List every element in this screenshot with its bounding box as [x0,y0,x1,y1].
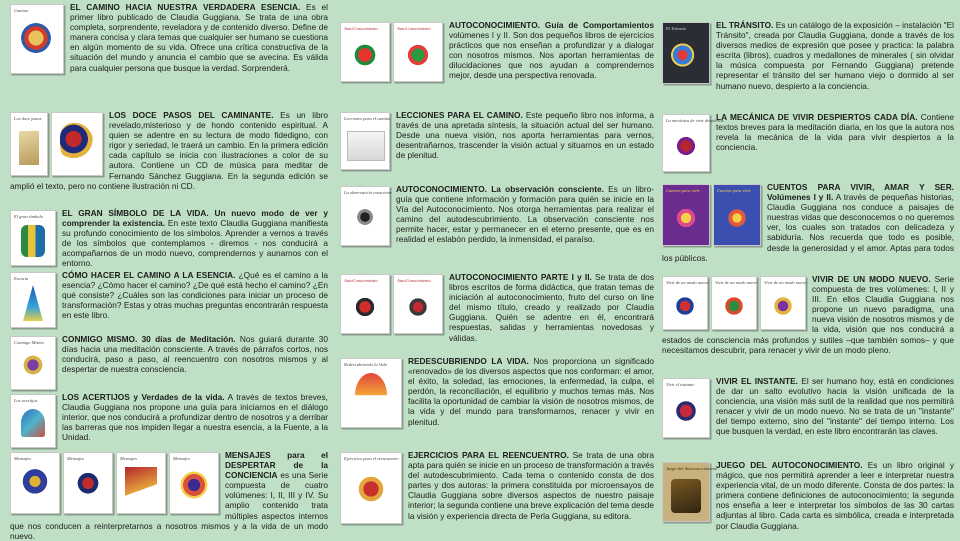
cover-title: La mecánica de vivir despiertos [666,118,724,123]
cover-group [340,358,402,428]
cover-art [21,351,45,379]
book-title: VIVIR EL INSTANTE. [716,376,798,386]
book-title: LA MECÁNICA DE VIVIR DESPIERTOS CADA DÍA. [716,112,918,122]
cover-art [769,291,797,321]
book-cover-partes-2[interactable] [393,274,443,334]
book-title: EL CAMINO HACIA NUESTRA VERDADERA ESENCIA. [70,2,301,12]
cover-art [349,291,381,323]
book-entry-ejercicios [340,450,654,538]
cover-title: AutoConocimiento [344,278,378,283]
cover-title: Vivir de un modo nuevo [715,280,758,285]
book-cover-ejercicios[interactable] [340,452,402,524]
cover-title: Ejercicios para el reencuentro [344,456,399,461]
book-entry-redescubriendo [340,356,654,440]
cover-group [662,462,718,522]
cover-title: El Tránsito [666,26,687,31]
cover-art [60,123,94,163]
book-cover-simbolo[interactable] [10,210,56,266]
book-description: Nos guiará durante 30 días hacia una meditación consciente. A través de párrafos cortos, nos conducirá, paso a paso, al reencuentro con nosotros mismos y al despertar de nuestra consciencia. [62,334,328,375]
cover-title: Cuentos para vivir [666,188,700,193]
book-entry-lecciones [340,110,654,176]
book-title: LOS ACERTIJOS y Verdades de la vida. [62,392,225,402]
book-cover-mensajes-1[interactable] [10,452,60,514]
book-title: MENSAJES para el DESPERTAR de la CONCIENCIA [225,450,328,481]
book-description: Serie compuesta de tres volúmenes: I, II y III. En ellos Claudia Guggiana nos propone un nuevo paradigma, una nueva visión de nosotros mismos y de la vida, visión que nos conducirá a estados de consciencia más profundos y sutiles –que también somos– y que necesitamos descubrir, para renacer y vivir de un modo pleno. [662,274,954,355]
cover-title: Esencia [14,276,29,281]
book-description: Se trata de dos libros escritos de forma didáctica, que tratan temas de iniciación al autoconocimiento, fruto del curso on line del mismo título, creado y realizado por Claudia Guggiana. Quién se adentre en él, encontrará respuestas, salidas y herramientas novedosas y válidas. [449,272,655,343]
cover-art [671,479,701,513]
book-title: AUTOCONOCIMIENTO. La observación consciente. [396,184,604,194]
cover-art [21,23,51,53]
book-description: Contiene textos breves para la meditación diaria, en los que la autora nos revela la mecánica de la vida para vivir despiertos a la conciencia. [716,112,954,153]
book-title: CÓMO HACER EL CAMINO A LA ESENCIA. [62,270,236,280]
cover-art [355,205,375,229]
book-description: El ser humano hoy, está en condiciones de dar un salto evolutivo hacia la visión unificada de la conciencia, una visión más sutil de la realidad que nos permitirá renacer y vivir de un modo nuevo. No se trata de un "instante" del tiempo externo, sino del "instante" del tiempo interno. Los que busquen la verdad, en este libro encontrarán las claves. [716,376,954,437]
catalog-column-2 [340,0,654,540]
cover-title: Mensajes [67,456,84,461]
cover-art [671,395,701,427]
book-cover-guia-1[interactable] [340,22,390,82]
cover-art [23,285,43,321]
book-title: EL TRÁNSITO. [716,20,774,30]
cover-title: Camino [14,8,29,13]
book-entry-conmigo [10,334,328,390]
cover-title: AutoConocimiento [397,278,431,283]
book-entry-cuentos [662,182,954,266]
book-entry-mensajes [10,450,328,541]
cover-title: AutoConocimiento [397,26,431,31]
book-cover-juego[interactable] [662,462,718,522]
cover-group [340,22,443,82]
cover-title: Vivir de un modo nuevo [764,280,807,285]
cover-art [349,39,381,71]
cover-group [340,452,402,524]
book-title: AUTOCONOCIMIENTO PARTE I y II. [449,272,592,282]
cover-title: El gran símbolo [14,214,44,219]
cover-art [671,201,701,235]
book-cover-mensajes-4[interactable] [169,452,219,514]
cover-art [347,131,385,161]
cover-group [10,272,56,328]
cover-group [340,112,390,170]
cover-title: Vivir el instante [666,382,695,387]
book-cover-modo-nuevo-3[interactable] [760,276,806,330]
cover-title: Redescubriendo la Vida [344,362,387,367]
book-description: Es un libro- guía que contiene información y formación para quién se inicie en la Vía del Autoconocimiento. Nos otorga herramientas para realizar el camino del autodescubrimiento. La observación consciente nos permite hacer, estar y permanecer en el eterno presente, que es en realidad el eslabón perdido, la inmensidad, el paraíso. [396,184,654,245]
book-title: LECCIONES PARA EL CAMINO. [396,110,523,120]
book-cover-pasos-2[interactable] [51,112,103,176]
book-description: Es un libro revelado,misterioso y de hondo contenido espiritual. A quien se adentre en su lectura de modo fidedigno, con rigor y seriedad, le traerá un cambio. En la primera edición cada capítulo se inicia con ilustraciones a color de su autora. Contiene un CD de música para meditar de Fernando Sánchez Guggiana. En la segunda edición se amplió el texto, pero no contiene ilustración ni CD. [10,110,328,191]
book-title: CONMIGO MISMO. 30 días de Meditación. [62,334,236,344]
cover-art [178,467,210,503]
cover-group [10,452,219,514]
book-cover-lecciones[interactable] [340,112,390,170]
book-cover-transito[interactable] [662,22,710,84]
book-entry-transito [662,20,954,106]
book-entry-autoconocimiento-guia [340,20,654,100]
book-cover-observacion[interactable] [340,186,390,246]
book-description: Es un catálogo de la exposición – instalación "El Tránsito", creada por Claudia Guggiana, donde a través de los diversos medios de expresión que posee y practica: la palabra escrita (libros), cuadros y medallones de minerales ( sin olvidar la música compuesta por Fernando Guggiana) pretende representar el tránsito del ser humano viejo o dormido al ser humano nuevo, despierto a la conciencia. [716,20,954,91]
cover-title: AutoConocimiento [344,26,378,31]
book-cover-camino[interactable] [10,4,64,74]
book-cover-modo-nuevo-2[interactable] [711,276,757,330]
book-description: ¿Qué es el camino a la esencia? ¿Cómo hacer el camino? ¿De qué está hecho el camino? ¿En qué consiste? ¿Cuáles son las condiciones para iniciar un proceso de transformación? Estas y otras muchas preguntas encontrarán respuesta en este libro. [62,270,328,321]
cover-art [19,467,51,503]
cover-group [10,4,64,74]
cover-title: Mensajes [120,456,137,461]
book-description: Es el primer libro publicado de Claudia Guggiana. Se trata de una obra completa, sorprendente, reveladora y de contenido diverso. Define de manera concisa y clara temas que cualquier ser humano se cuestiona en algún momento de su vida. Ofrece una crítica constructiva de la situación del mundo y anuncia el cambio que se avecina. Es válida para cualquier persona que busque la verdad. Sorprenderá. [70,2,328,73]
cover-group [340,274,443,334]
cover-title: La observación consciente [344,190,392,195]
cover-group [662,114,724,172]
book-description: En este texto Claudia Guggiana manifiesta su profundo conocimiento de los símbolos. Aprender a vernos a través de los símbolos que contemplamos - diremos - nos conducirá a acompañarnos de un modo nuevo, comprendernos y aunarnos con el entorno. [62,218,328,269]
cover-art [21,225,45,257]
book-cover-cuentos-2[interactable] [713,184,761,246]
book-description: Nos proporciona un significado «renovado» de los diversos aspectos que nos conforman: el amor, el éxito, la soledad, las emociones, la enfermedad, la culpa, el perdón, la reconciliación, el equilibrio y muchos temas más. Nos facilita la oportunidad de cambiar la visión de nosotros mismos, de la vida y del mundo para transformarnos, renacer y vivir en plenitud. [408,356,654,427]
book-cover-cuentos-1[interactable] [662,184,710,246]
book-cover-mecanica[interactable] [662,114,724,172]
cover-art [21,409,45,437]
book-title: VIVIR DE UN MODO NUEVO. [812,274,931,284]
book-cover-acertijos[interactable] [10,394,56,448]
book-cover-conmigo[interactable] [10,336,56,390]
book-title: EJERCICIOS PARA EL REENCUENTRO. [408,450,569,460]
cover-title: Cuentos para vivir [717,188,751,193]
book-cover-mensajes-3[interactable] [116,452,166,514]
book-entry-esencia [10,270,328,330]
cover-group [662,378,710,438]
book-description: Es un libro original y mágico, que nos permitirá aprender a leer e interpretar nuestra experiencia vital, de un modo diferente. Consta de dos partes: la primera contiene definiciones de autoconocimiento; la segunda nos enseña a leer e interpretar los símbolos de las 30 cartas adjuntas al libro. Cada carta es simbólica, creada e interpretada por Claudia Guggiana. [716,460,955,531]
book-description: A través de pequeñas historias, Claudia Guggiana nos conduce a paisajes de nuestras vidas que desconocemos o no queremos ver, los cuales son tratados con delicadeza y sabiduría. Nos recuerda que todo es posible, desde la generosidad y el amor. Aptas para todos los públicos. [662,192,954,263]
cover-title: Los doce pasos [14,116,42,121]
cover-art [125,467,157,503]
cover-art [669,37,703,73]
book-cover-mensajes-2[interactable] [63,452,113,514]
book-entry-camino [10,2,328,108]
cover-art [402,39,434,71]
book-cover-guia-2[interactable] [393,22,443,82]
cover-title: Los acertijos [14,398,38,403]
cover-art [671,131,701,161]
cover-art [353,469,389,509]
cover-group [340,186,390,246]
book-entry-modo-nuevo [662,274,954,368]
cover-title: Lecciones para el camino [344,116,391,121]
cover-group [10,394,56,448]
book-entry-juego [662,460,954,538]
book-title: JUEGO DEL AUTOCONOCIMIENTO. [716,460,863,470]
book-cover-pasos-1[interactable] [10,112,48,176]
book-title: CUENTOS PARA VIVIR, AMAR Y SER. Volúmenes I y II. [767,182,954,203]
book-entry-instante [662,376,954,452]
cover-art [19,131,39,165]
cover-group [662,184,761,246]
catalog-column-3 [662,0,954,540]
book-description: Este pequeño libro nos informa, a través de una apretada síntesis, la situación actual del ser humano. Desde una nueva visión, nos aporta herramientas para vernos, desentrañarnos, trascender la visión actual y situarnos en un estado de plenitud. [396,110,654,161]
book-title: EL GRAN SÍMBOLO DE LA VIDA. Un nuevo modo de ver y comprender la existencia. [62,208,328,229]
cover-group [662,276,806,330]
book-entry-partes [340,272,654,346]
book-description: Se trata de una obra apta para quién se inicie en un proceso de transformación a través del autodescubrimiento. Cada tema o contenido consta de dos partes y dos autoras: la primera constituida por microensayos de Claudia Guggiana sobre diversos aspectos de nuestro paisaje interior; la segunda contiene una breve explicación del tema desde la visión y experiencia directa de Perla Guggiana, su editora. [408,450,654,521]
book-cover-partes-1[interactable] [340,274,390,334]
cover-art [355,373,387,417]
cover-title: Vivir de un modo nuevo [666,280,709,285]
book-cover-modo-nuevo-1[interactable] [662,276,708,330]
book-entry-observacion [340,184,654,262]
book-title: AUTOCONOCIMIENTO. Guía de Comportamientos [449,20,654,30]
book-title: LOS DOCE PASOS DEL CAMINANTE. [109,110,274,120]
cover-title: Conmigo Mismo [14,340,44,345]
book-entry-pasos [10,110,328,206]
cover-title: Mensajes [173,456,190,461]
cover-art [402,291,434,323]
catalog-column-1 [10,0,328,540]
cover-group [10,112,103,176]
book-entry-mecanica [662,112,954,172]
book-cover-redescubriendo[interactable] [340,358,402,428]
cover-art [720,291,748,321]
cover-art [722,201,752,235]
book-entry-acertijos [10,392,328,448]
cover-art [671,291,699,321]
book-description: A través de textos breves, Claudia Guggiana nos propone una guía para iniciarnos en el diálogo interior, que nos conducirá a profundizar dentro de nosotros y a derribar las barreras que nos impiden llegar a nuestra esencia, a la Fuente, a la Unidad. [62,392,328,443]
book-cover-instante[interactable] [662,378,710,438]
cover-title: Mensajes [14,456,31,461]
cover-group [662,22,710,84]
book-title: REDESCUBRIENDO LA VIDA. [408,356,529,366]
book-description: volúmenes I y II. Son dos pequeños libros de ejercicios prácticos que nos enseñan a profundizar y a dialogar con nosotros mismos. Nos aportan herramientas de dilucidaciones que nos ayudan a comprendernos mejor, desde una perspectiva renovada. [449,30,654,81]
cover-title: Juego del Autoconocimiento [666,466,718,471]
book-description: es una Serie compuesta de cuatro volúmenes: I, II, III y IV. Su amplio contenido trata múltiples aspectos internos que nos conducen a reinterpretarnos a nosotros mismos y a la vida de un modo nuevo. [10,470,328,541]
cover-group [10,336,56,390]
cover-group [10,210,56,266]
book-cover-esencia[interactable] [10,272,56,328]
cover-art [72,467,104,503]
book-entry-simbolo [10,208,328,268]
